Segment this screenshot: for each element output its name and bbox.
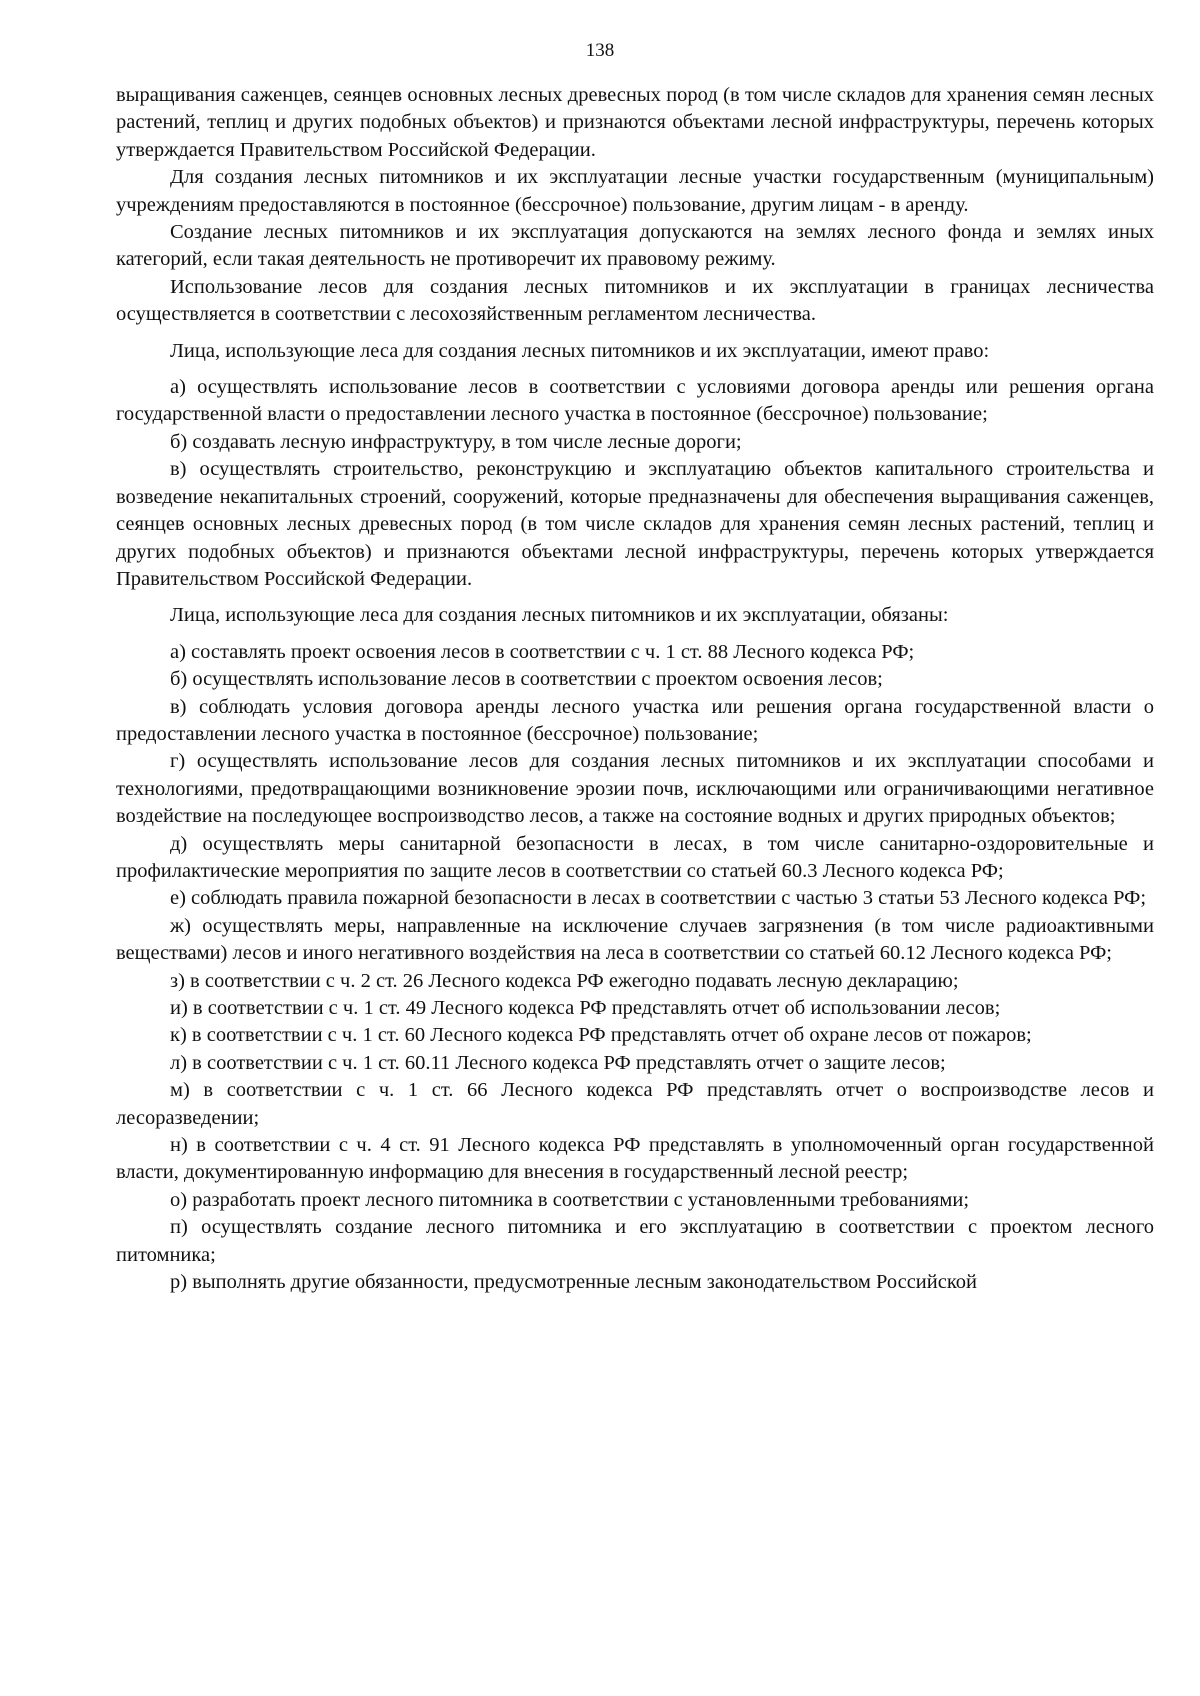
page-number: 138	[585, 40, 615, 61]
list-item-duty-a: а) составлять проект освоения лесов в соответствии с ч. 1 ст. 88 Лесного кодекса РФ;	[170, 640, 915, 663]
list-item-duty-zh: ж) осуществлять меры, направленные на исключение случаев загрязнения (в том числе радиоактивными веществами) лесов и иного негативного воздействия на леса в соответствии со статьей 60.12 Лесного кодекса РФ;	[116, 914, 1154, 965]
list-item-duty-l: л) в соответствии с ч. 1 ст. 60.11 Лесного кодекса РФ представлять отчет о защите лесов;	[170, 1051, 946, 1074]
list-item-duty-p: п) осуществлять создание лесного питомника и его эксплуатацию в соответствии с проектом лесного питомника;	[116, 1216, 1154, 1266]
list-item-right-a: а) осуществлять использование лесов в соответствии с условиями договора аренды или решения органа государственной власти о предоставлении лесного участка в постоянное (бессрочное) пользование;	[116, 376, 1154, 426]
paragraph-continuation: выращивания саженцев, сеянцев основных лесных древесных пород (в том числе складов для хранения семян лесных растений, теплиц и других подобных объектов) и признаются объектами лесной инфраструктуры, перечень которых утверждается Правительством Российской Федерации.	[116, 84, 1154, 161]
list-item-duty-v: в) соблюдать условия договора аренды лесного участка или решения органа государственной власти о предоставлении лесного участка в постоянное (бессрочное) пользование;	[116, 695, 1154, 745]
list-item-duty-b: б) осуществлять использование лесов в соответствии с проектом освоения лесов;	[170, 668, 883, 691]
list-item-duty-r: р) выполнять другие обязанности, предусмотренные лесным законодательством Российской	[170, 1271, 977, 1294]
paragraph-nursery-land-categories: Создание лесных питомников и их эксплуатация допускаются на землях лесного фонда и землях иных категорий, если такая деятельность не противоречит их правовому режиму.	[116, 221, 1154, 271]
paragraph-forestry-regulation: Использование лесов для создания лесных питомников и их эксплуатации в границах лесничества осуществляется в соответствии с лесохозяйственным регламентом лесничества.	[116, 275, 1154, 326]
list-item-duty-g: г) осуществлять использование лесов для создания лесных питомников и их эксплуатации способами и технологиями, предотвращающими возникновение эрозии почв, исключающими или ограничивающими негативное воздействие на последующее воспроизводство лесов, а также на состояние водных и других природных объектов;	[116, 750, 1154, 828]
list-item-duty-o: о) разработать проект лесного питомника в соответствии с установленными требованиями;	[170, 1188, 970, 1211]
list-item-right-b: б) создавать лесную инфраструктуру, в том числе лесные дороги;	[170, 430, 742, 453]
list-item-duty-n: н) в соответствии с ч. 4 ст. 91 Лесного кодекса РФ представлять в уполномоченный орган государственной власти, документированную информацию для внесения в государственный лесной реестр;	[116, 1134, 1154, 1184]
paragraph-nursery-land-provision: Для создания лесных питомников и их эксплуатации лесные участки государственным (муниципальным) учреждениям предоставляются в постоянное (бессрочное) пользование, другим лицам - в аренду.	[116, 166, 1154, 216]
document-body	[116, 82, 1154, 1296]
list-item-right-v: в) осуществлять строительство, реконструкцию и эксплуатацию объектов капитального строительства и возведение некапитальных строений, сооружений, которые предназначены для обеспечения выращивания саженцев, сеянцев основных лесных древесных пород (в том числе складов для хранения семян лесных растений, теплиц и других подобных объектов) и признаются объектами лесной инфраструктуры, перечень которых утверждается Правительством Российской Федерации.	[116, 458, 1154, 590]
list-item-duty-z: з) в соответствии с ч. 2 ст. 26 Лесного кодекса РФ ежегодно подавать лесную декларацию;	[170, 969, 959, 992]
list-item-duty-m: м) в соответствии с ч. 1 ст. 66 Лесного кодекса РФ представлять отчет о воспроизводстве лесов и лесоразведении;	[116, 1079, 1154, 1129]
list-item-duty-e: е) соблюдать правила пожарной безопасности в лесах в соответствии с частью 3 статьи 53 Лесного кодекса РФ;	[170, 887, 1147, 910]
list-item-duty-k: к) в соответствии с ч. 1 ст. 60 Лесного кодекса РФ представлять отчет об охране лесов от пожаров;	[170, 1024, 1032, 1047]
paragraph-rights-intro: Лица, использующие леса для создания лесных питомников и их эксплуатации, имеют право:	[170, 339, 990, 362]
list-item-duty-i: и) в соответствии с ч. 1 ст. 49 Лесного кодекса РФ представлять отчет об использовании лесов;	[170, 997, 1001, 1019]
list-item-duty-d: д) осуществлять меры санитарной безопасности в лесах, в том числе санитарно-оздоровительные и профилактические мероприятия по защите лесов в соответствии со статьей 60.3 Лесного кодекса РФ;	[116, 832, 1154, 882]
paragraph-duties-intro: Лица, использующие леса для создания лесных питомников и их эксплуатации, обязаны:	[170, 604, 949, 627]
